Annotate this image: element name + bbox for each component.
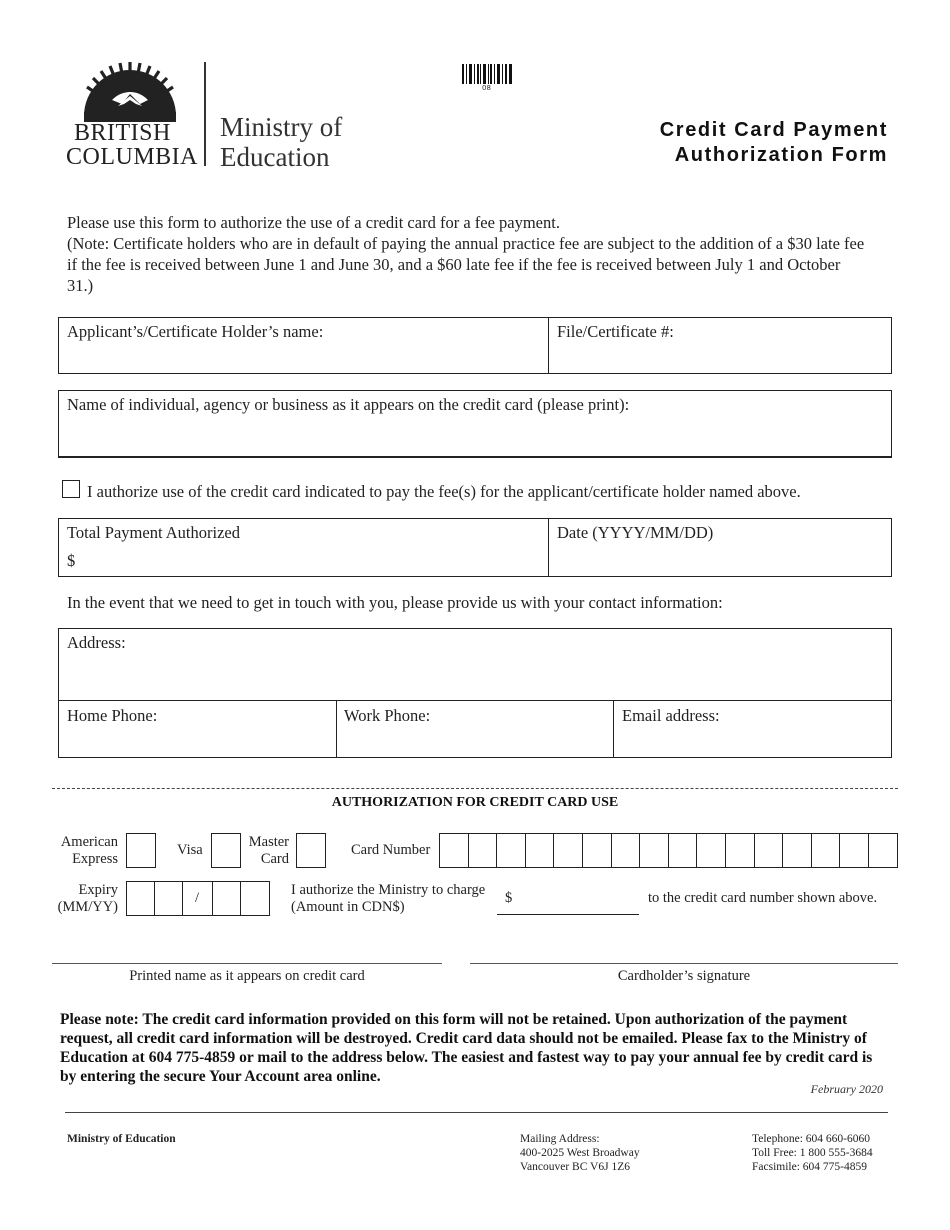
holder-name-input[interactable] [60,344,546,372]
signature-label: Cardholder’s signature [617,968,751,984]
amex-checkbox[interactable] [126,833,156,868]
footer-rule [65,1112,888,1113]
charge-suffix-text: to the credit card number shown above. [648,890,878,906]
card-number-digit-3[interactable] [496,833,526,868]
visa-label: Visa [177,842,203,858]
toll-free-number: Toll Free: 1 800 555-3684 [752,1147,873,1159]
form-title-line2: Authorization Form [674,144,888,166]
form-barcode [460,64,516,96]
card-name-input[interactable] [60,418,890,454]
charge-dollar-sign: $ [505,890,513,906]
expiry-year-digit-1[interactable] [212,881,241,916]
card-number-digit-2[interactable] [468,833,498,868]
card-number-digit-7[interactable] [611,833,641,868]
contact-intro: In the event that we need to get in touch with you, please provide us with your contact information: [67,593,723,612]
card-number-digit-8[interactable] [639,833,669,868]
home-phone-label: Home Phone: [67,706,158,725]
expiry-label-line1: Expiry [78,882,118,898]
amex-label-line1: American [60,834,118,850]
card-number-label: Card Number [351,842,431,858]
home-phone-input[interactable] [60,728,334,756]
ministry-name-line2: Education [220,142,330,172]
authorize-checkbox[interactable] [62,480,80,498]
logo-text-british: BRITISH [74,120,171,146]
footer-mailing-address [520,1132,640,1174]
expiry-separator: / [195,890,200,906]
total-payment-input[interactable] [80,548,546,574]
file-certificate-input[interactable] [550,344,890,372]
expiry-label [55,882,118,916]
contact-box-col-divider-1 [336,700,337,758]
card-number-digit-9[interactable] [668,833,698,868]
expiry-month-digit-2[interactable] [154,881,183,916]
file-certificate-label: File/Certificate #: [557,322,674,341]
expiry-label-line2: (MM/YY) [57,899,118,915]
barcode-icon [460,64,516,86]
mastercard-label-line1: Master [248,834,289,850]
telephone-number: Telephone: 604 660-6060 [752,1133,871,1145]
visa-checkbox[interactable] [211,833,241,868]
bc-government-logo [64,60,364,172]
card-number-digit-6[interactable] [582,833,612,868]
work-phone-input[interactable] [338,728,611,756]
logo-text-columbia: COLUMBIA [66,144,199,170]
intro-note: (Note: Certificate holders who are in default of paying the annual practice fee are subject to the addition of a $30 late fee if the fee is received between June 1 and June 30, and a $60 late fee if the fee is received between July 1 and October 31.) [67,234,865,295]
retention-note: Please note: The credit card information provided on this form will not be retained. Upon authorization of the payment request, all credit card information will be destroyed. Credit card data should not be emailed. Please fax to the Ministry of Education at 604 775-4859 or mail to the address below. The easiest and fastest way to pay your annual fee by credit card is by entering the secure Your Account area online. [60,1011,873,1085]
charge-text-line2: (Amount in CDN$) [291,899,405,915]
fax-number: Facsimile: 604 775-4859 [752,1161,867,1173]
bc-sun-mountain-icon [82,60,178,122]
footer-org: Ministry of Education [67,1133,176,1145]
amex-label [55,834,118,868]
mailing-address-label: Mailing Address: [520,1133,600,1145]
mastercard-checkbox[interactable] [296,833,326,868]
work-phone-label: Work Phone: [344,706,431,725]
address-input[interactable] [60,656,890,698]
contact-box-row-divider [58,700,892,701]
holder-name-label: Applicant’s/Certificate Holder’s name: [67,322,324,341]
contact-box-col-divider-2 [613,700,614,758]
card-number-digit-15[interactable] [839,833,869,868]
payment-box-divider [548,518,549,577]
card-number-digit-5[interactable] [553,833,583,868]
card-number-digit-13[interactable] [782,833,812,868]
card-number-digit-1[interactable] [439,833,469,868]
applicant-box-divider [548,317,549,374]
intro-line: Please use this form to authorize the use of a credit card for a fee payment. [67,213,560,232]
charge-authorization-text [291,882,485,916]
card-number-digit-11[interactable] [725,833,755,868]
mailing-address-city: Vancouver BC V6J 1Z6 [520,1161,630,1173]
authorize-text: I authorize use of the credit card indicated to pay the fee(s) for the applicant/certificate holder named above. [87,482,801,501]
revision-date: February 2020 [810,1082,883,1096]
printed-name-label: Printed name as it appears on credit card [129,968,365,984]
printed-name-input[interactable] [52,934,442,962]
signature-line [470,963,898,964]
card-number-digit-10[interactable] [696,833,726,868]
printed-name-line [52,963,442,964]
date-label: Date (YYYY/MM/DD) [557,523,714,542]
expiry-month-digit-1[interactable] [126,881,155,916]
cut-line [52,788,898,789]
barcode-number: 08 [482,84,491,92]
card-number-digit-16[interactable] [868,833,898,868]
charge-amount-input[interactable] [517,884,639,912]
card-number-digit-4[interactable] [525,833,555,868]
card-number-digit-14[interactable] [811,833,841,868]
footer-phone-numbers [752,1132,873,1174]
expiry-year-digit-2[interactable] [240,881,270,916]
form-title-line1: Credit Card Payment [659,119,888,141]
total-payment-label: Total Payment Authorized [67,523,240,542]
credit-card-heading: AUTHORIZATION FOR CREDIT CARD USE [331,795,619,810]
email-input[interactable] [615,728,890,756]
logo-divider [204,62,206,166]
mastercard-label [244,834,289,868]
intro-text [67,212,867,296]
address-label: Address: [67,633,126,652]
amex-label-line2: Express [72,851,118,867]
card-name-label: Name of individual, agency or business as it appears on the credit card (please print): [67,395,630,414]
ministry-name-line1: Ministry of [220,112,343,142]
mastercard-label-line2: Card [260,851,289,867]
date-input[interactable] [550,546,890,575]
form-title [660,118,888,168]
card-number-digit-12[interactable] [754,833,784,868]
cardholder-signature-input[interactable] [470,934,898,962]
charge-text-line1: I authorize the Ministry to charge [291,882,486,898]
charge-amount-line [497,914,639,915]
dollar-sign: $ [67,551,76,570]
email-label: Email address: [622,706,720,725]
mailing-address-street: 400-2025 West Broadway [520,1147,640,1159]
